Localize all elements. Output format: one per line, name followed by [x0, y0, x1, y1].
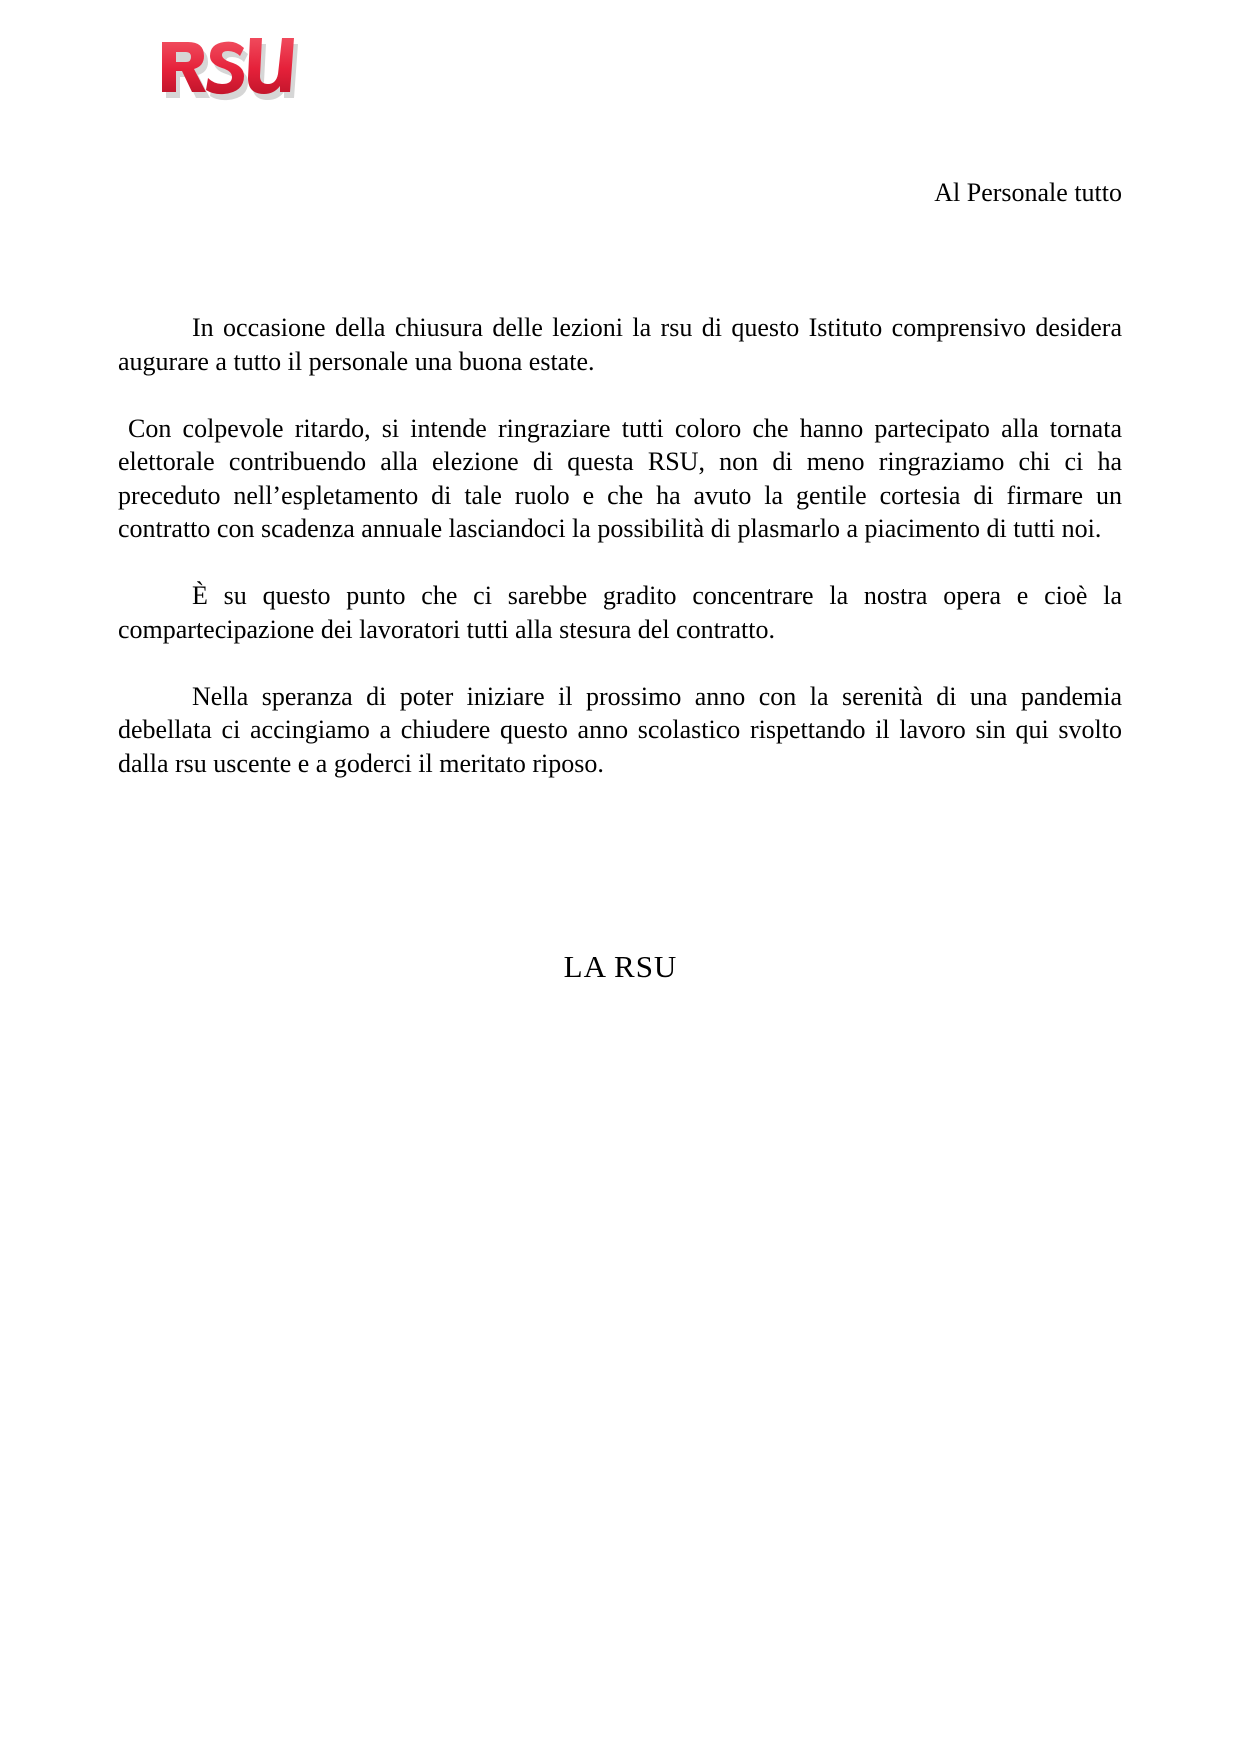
signature: LA RSU	[563, 949, 678, 984]
paragraph-greeting: In occasione della chiusura delle lezioni la rsu di questo Istituto comprensivo desidera augurare a tutto il personale una buona estate.	[118, 313, 1122, 376]
paragraph-closing: Nella speranza di poter iniziare il prossimo anno con la serenità di una pandemia debellata ci accingiamo a chiudere questo anno scolastico rispettando il lavoro sin qui svolto dalla rsu uscente e a goderci il meritato riposo.	[118, 681, 1122, 778]
paragraph-contract: È su questo punto che ci sarebbe gradito concentrare la nostra opera e cioè la compartecipazione dei lavoratori tutti alla stesura del contratto.	[118, 581, 1122, 644]
rsu-logo-icon	[158, 34, 318, 106]
addressee-line: Al Personale tutto	[934, 178, 1122, 207]
letter-body	[118, 311, 1122, 814]
paragraph-thanks: Con colpevole ritardo, si intende ringraziare tutti coloro che hanno partecipato alla tornata elettorale contribuendo alla elezione di questa RSU, non di meno ringraziamo chi ci ha preceduto nell’espletamento di tale ruolo e che ha avuto la gentile cortesia di firmare un contratto con scadenza annuale lasciandoci la possibilità di plasmarlo a piacimento di tutti noi.	[118, 413, 1122, 543]
